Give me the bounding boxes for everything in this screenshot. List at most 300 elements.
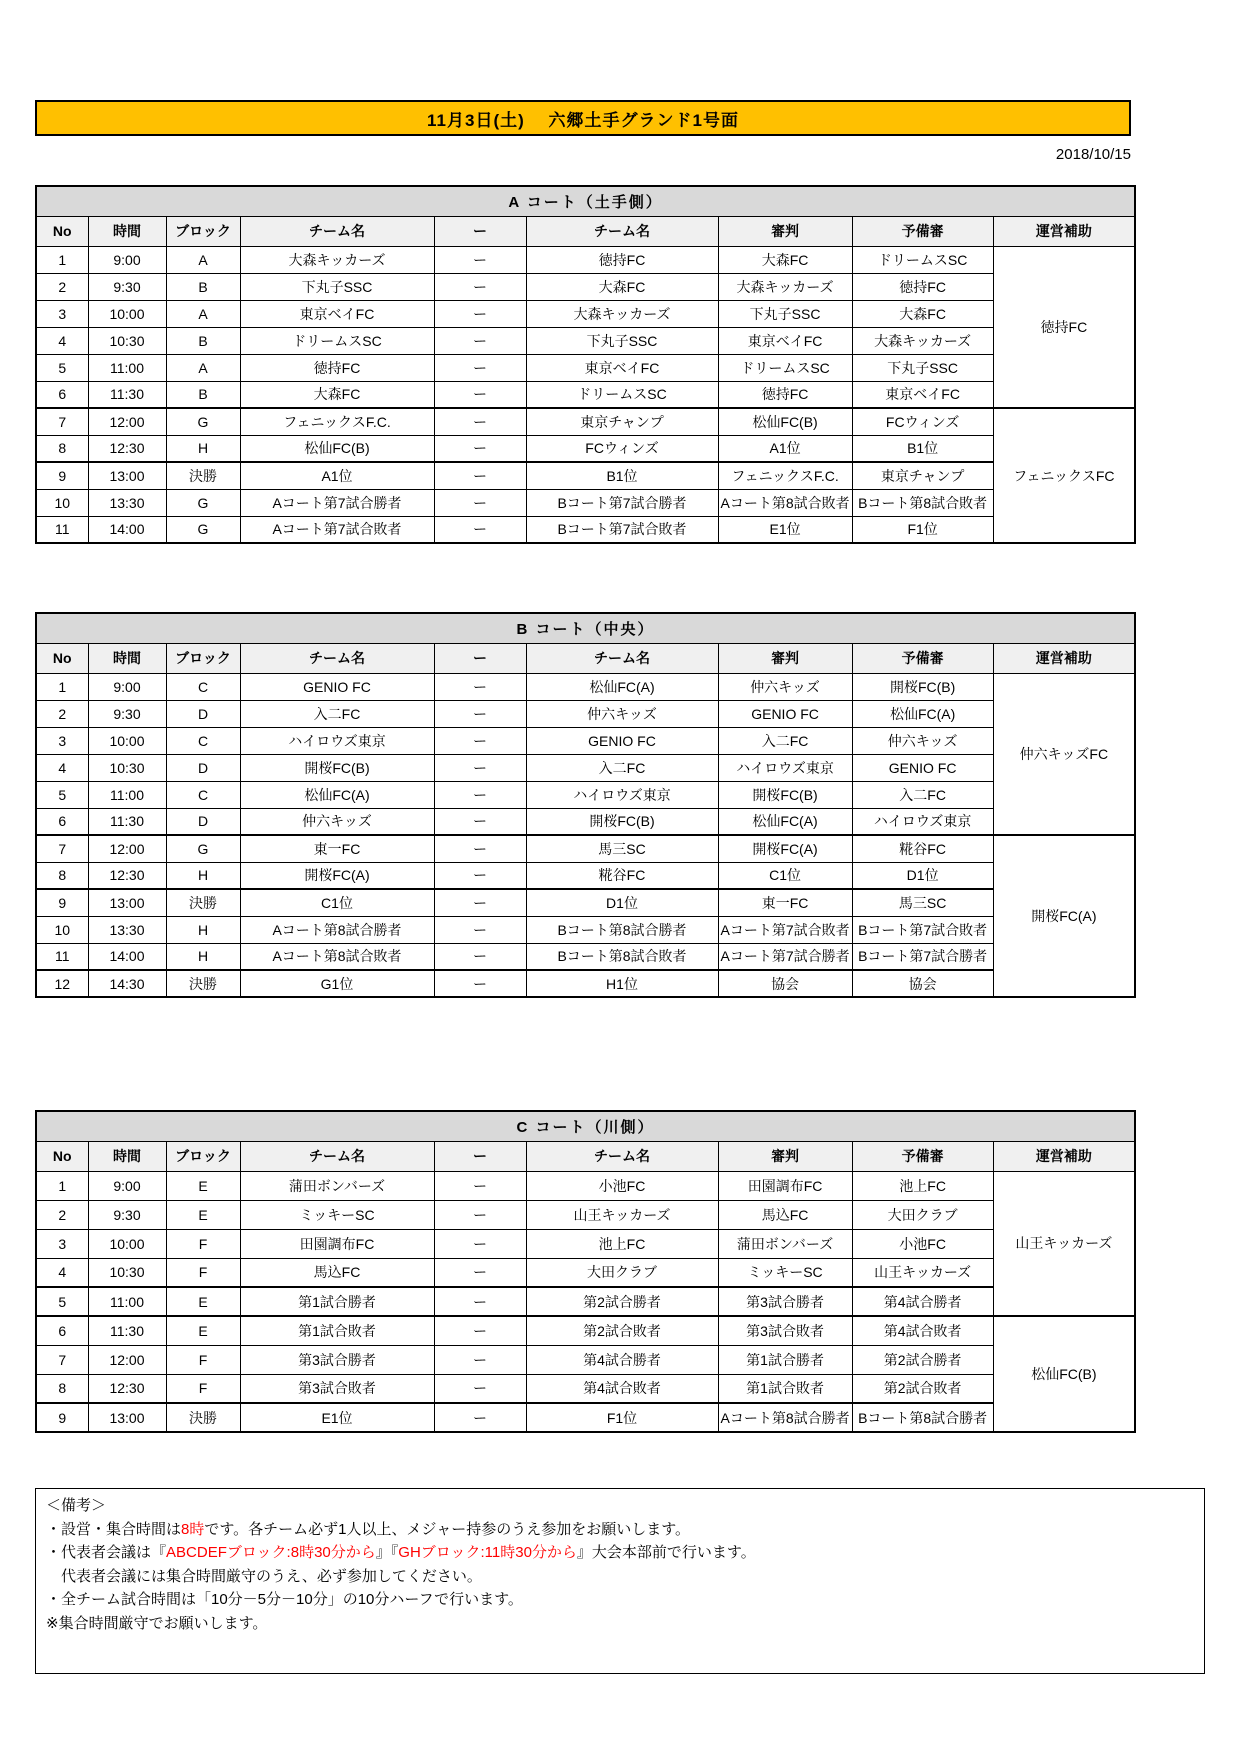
cell-separator: ー <box>434 1200 526 1229</box>
note-line <box>46 1541 1194 1565</box>
cell-reserve-referee: ハイロウズ東京 <box>852 808 993 835</box>
cell-away-team: 第2試合勝者 <box>526 1287 718 1316</box>
table-title: B コート（中央） <box>36 613 1135 643</box>
cell-referee: 協会 <box>718 970 852 997</box>
cell-no: 8 <box>36 1374 88 1403</box>
cell-no: 5 <box>36 781 88 808</box>
cell-home-team: 開桜FC(A) <box>240 862 434 889</box>
cell-away-team: 第4試合勝者 <box>526 1345 718 1374</box>
column-header: ー <box>434 1141 526 1171</box>
cell-away-team: 東京チャンプ <box>526 408 718 435</box>
cell-referee: C1位 <box>718 862 852 889</box>
cell-away-team: B1位 <box>526 462 718 489</box>
cell-time: 12:30 <box>88 1374 166 1403</box>
cell-referee: 田園調布FC <box>718 1171 852 1200</box>
cell-reserve-referee: ドリームスSC <box>852 246 993 273</box>
cell-support: 開桜FC(A) <box>993 835 1135 997</box>
cell-referee: Aコート第7試合勝者 <box>718 943 852 970</box>
cell-referee: 大森FC <box>718 246 852 273</box>
cell-time: 14:30 <box>88 970 166 997</box>
cell-referee: ドリームスSC <box>718 354 852 381</box>
note-line <box>46 1612 1194 1636</box>
cell-referee: 第1試合勝者 <box>718 1345 852 1374</box>
cell-home-team: Aコート第8試合勝者 <box>240 916 434 943</box>
column-header: 運営補助 <box>993 216 1135 246</box>
cell-block: 決勝 <box>166 462 240 489</box>
schedule-table <box>35 1110 1136 1433</box>
cell-separator: ー <box>434 462 526 489</box>
cell-support: 徳持FC <box>993 246 1135 408</box>
cell-separator: ー <box>434 1316 526 1345</box>
cell-time: 9:30 <box>88 1200 166 1229</box>
cell-referee: Aコート第8試合勝者 <box>718 1403 852 1432</box>
cell-reserve-referee: 第2試合勝者 <box>852 1345 993 1374</box>
cell-home-team: 大森FC <box>240 381 434 408</box>
cell-reserve-referee: 第4試合敗者 <box>852 1316 993 1345</box>
cell-block: E <box>166 1200 240 1229</box>
cell-time: 12:30 <box>88 862 166 889</box>
cell-no: 6 <box>36 1316 88 1345</box>
cell-reserve-referee: 糀谷FC <box>852 835 993 862</box>
cell-away-team: ハイロウズ東京 <box>526 781 718 808</box>
cell-block: F <box>166 1374 240 1403</box>
cell-home-team: 東京ベイFC <box>240 300 434 327</box>
note-segment: 代表者会議には集合時間厳守のうえ、必ず参加してください。 <box>46 1567 482 1585</box>
cell-reserve-referee: B1位 <box>852 435 993 462</box>
cell-time: 9:00 <box>88 673 166 700</box>
cell-time: 9:00 <box>88 246 166 273</box>
cell-away-team: ドリームスSC <box>526 381 718 408</box>
cell-separator: ー <box>434 916 526 943</box>
cell-referee: Aコート第7試合敗者 <box>718 916 852 943</box>
cell-referee: 入二FC <box>718 727 852 754</box>
cell-no: 8 <box>36 435 88 462</box>
cell-block: F <box>166 1345 240 1374</box>
cell-time: 14:00 <box>88 516 166 543</box>
note-line <box>46 1588 1194 1612</box>
cell-away-team: 大森FC <box>526 273 718 300</box>
notes-lines <box>46 1518 1194 1636</box>
cell-no: 4 <box>36 327 88 354</box>
cell-reserve-referee: FCウィンズ <box>852 408 993 435</box>
cell-no: 9 <box>36 462 88 489</box>
cell-no: 1 <box>36 1171 88 1200</box>
column-header: ー <box>434 643 526 673</box>
column-header: チーム名 <box>526 216 718 246</box>
column-header: ー <box>434 216 526 246</box>
cell-block: C <box>166 781 240 808</box>
cell-separator: ー <box>434 889 526 916</box>
cell-time: 13:30 <box>88 489 166 516</box>
cell-no: 10 <box>36 489 88 516</box>
cell-no: 8 <box>36 862 88 889</box>
cell-away-team: 入二FC <box>526 754 718 781</box>
note-line <box>46 1518 1194 1542</box>
cell-separator: ー <box>434 516 526 543</box>
cell-away-team: 糀谷FC <box>526 862 718 889</box>
note-segment: ※集合時間厳守でお願いします。 <box>46 1614 268 1632</box>
cell-referee: 第3試合勝者 <box>718 1287 852 1316</box>
cell-separator: ー <box>434 673 526 700</box>
cell-block: 決勝 <box>166 889 240 916</box>
cell-reserve-referee: 池上FC <box>852 1171 993 1200</box>
cell-home-team: ハイロウズ東京 <box>240 727 434 754</box>
note-segment: 』大会本部前で行います。 <box>576 1544 756 1561</box>
cell-no: 7 <box>36 1345 88 1374</box>
cell-time: 12:00 <box>88 1345 166 1374</box>
cell-block: A <box>166 354 240 381</box>
cell-time: 10:00 <box>88 727 166 754</box>
cell-time: 11:30 <box>88 808 166 835</box>
cell-separator: ー <box>434 808 526 835</box>
cell-away-team: 大田クラブ <box>526 1258 718 1287</box>
column-header: 運営補助 <box>993 643 1135 673</box>
cell-referee: 第3試合敗者 <box>718 1316 852 1345</box>
cell-block: H <box>166 943 240 970</box>
cell-home-team: 下丸子SSC <box>240 273 434 300</box>
cell-reserve-referee: F1位 <box>852 516 993 543</box>
cell-support: 仲六キッズFC <box>993 673 1135 835</box>
cell-away-team: H1位 <box>526 970 718 997</box>
cell-home-team: 馬込FC <box>240 1258 434 1287</box>
cell-separator: ー <box>434 781 526 808</box>
cell-time: 11:00 <box>88 1287 166 1316</box>
cell-separator: ー <box>434 408 526 435</box>
column-header: 審判 <box>718 1141 852 1171</box>
note-segment: ・設営・集合時間は <box>46 1520 182 1538</box>
cell-block: C <box>166 727 240 754</box>
cell-separator: ー <box>434 727 526 754</box>
cell-referee: 徳持FC <box>718 381 852 408</box>
cell-no: 9 <box>36 889 88 916</box>
cell-home-team: 松仙FC(A) <box>240 781 434 808</box>
column-header: チーム名 <box>240 643 434 673</box>
cell-time: 11:00 <box>88 781 166 808</box>
cell-away-team: 山王キッカーズ <box>526 1200 718 1229</box>
cell-referee: Aコート第8試合敗者 <box>718 489 852 516</box>
cell-time: 10:30 <box>88 327 166 354</box>
cell-referee: フェニックスF.C. <box>718 462 852 489</box>
cell-away-team: 池上FC <box>526 1229 718 1258</box>
note-segment: 』『 <box>375 1544 399 1561</box>
cell-reserve-referee: Bコート第8試合敗者 <box>852 489 993 516</box>
revision-date: 2018/10/15 <box>1055 146 1131 163</box>
column-header: 予備審 <box>852 643 993 673</box>
cell-away-team: Bコート第8試合勝者 <box>526 916 718 943</box>
cell-support: 山王キッカーズ <box>993 1171 1135 1316</box>
cell-time: 10:00 <box>88 1229 166 1258</box>
cell-reserve-referee: 第4試合勝者 <box>852 1287 993 1316</box>
cell-time: 13:00 <box>88 1403 166 1432</box>
cell-separator: ー <box>434 1171 526 1200</box>
cell-no: 3 <box>36 727 88 754</box>
cell-time: 12:00 <box>88 835 166 862</box>
cell-separator: ー <box>434 1403 526 1432</box>
column-header: 予備審 <box>852 216 993 246</box>
cell-away-team: 徳持FC <box>526 246 718 273</box>
cell-separator: ー <box>434 300 526 327</box>
cell-referee: E1位 <box>718 516 852 543</box>
cell-no: 11 <box>36 943 88 970</box>
cell-reserve-referee: 協会 <box>852 970 993 997</box>
note-segment: 8時 <box>181 1520 205 1538</box>
cell-time: 11:30 <box>88 381 166 408</box>
cell-block: F <box>166 1258 240 1287</box>
cell-separator: ー <box>434 700 526 727</box>
cell-away-team: 下丸子SSC <box>526 327 718 354</box>
cell-block: A <box>166 300 240 327</box>
cell-referee: 東一FC <box>718 889 852 916</box>
cell-away-team: 東京ベイFC <box>526 354 718 381</box>
cell-away-team: 仲六キッズ <box>526 700 718 727</box>
cell-no: 1 <box>36 673 88 700</box>
cell-separator: ー <box>434 435 526 462</box>
table-title: C コート（川側） <box>36 1111 1135 1141</box>
cell-separator: ー <box>434 1287 526 1316</box>
cell-reserve-referee: 山王キッカーズ <box>852 1258 993 1287</box>
cell-reserve-referee: 大森キッカーズ <box>852 327 993 354</box>
cell-away-team: Bコート第8試合敗者 <box>526 943 718 970</box>
cell-reserve-referee: 開桜FC(B) <box>852 673 993 700</box>
cell-separator: ー <box>434 835 526 862</box>
cell-referee: 大森キッカーズ <box>718 273 852 300</box>
cell-separator: ー <box>434 273 526 300</box>
note-segment: ・全チーム試合時間は「10分－5分－10分」の10分ハーフで行います。 <box>46 1591 523 1608</box>
cell-no: 5 <box>36 1287 88 1316</box>
cell-referee: 第1試合敗者 <box>718 1374 852 1403</box>
cell-away-team: F1位 <box>526 1403 718 1432</box>
cell-time: 9:30 <box>88 273 166 300</box>
cell-reserve-referee: 大田クラブ <box>852 1200 993 1229</box>
column-header: 予備審 <box>852 1141 993 1171</box>
cell-no: 6 <box>36 808 88 835</box>
cell-home-team: 蒲田ボンバーズ <box>240 1171 434 1200</box>
cell-no: 3 <box>36 300 88 327</box>
cell-separator: ー <box>434 862 526 889</box>
cell-block: B <box>166 327 240 354</box>
cell-reserve-referee: 松仙FC(A) <box>852 700 993 727</box>
cell-home-team: A1位 <box>240 462 434 489</box>
page-title: 11月3日(土) 六郷土手グランド1号面 <box>427 110 739 130</box>
column-header: ブロック <box>166 643 240 673</box>
column-header: 審判 <box>718 216 852 246</box>
cell-reserve-referee: 東京チャンプ <box>852 462 993 489</box>
cell-block: F <box>166 1229 240 1258</box>
schedule-table <box>35 185 1136 544</box>
cell-time: 11:30 <box>88 1316 166 1345</box>
cell-block: E <box>166 1287 240 1316</box>
cell-time: 9:00 <box>88 1171 166 1200</box>
cell-support: 松仙FC(B) <box>993 1316 1135 1432</box>
schedule-table <box>35 612 1136 998</box>
cell-no: 4 <box>36 754 88 781</box>
cell-separator: ー <box>434 943 526 970</box>
cell-home-team: 第1試合敗者 <box>240 1316 434 1345</box>
cell-no: 2 <box>36 700 88 727</box>
cell-away-team: Bコート第7試合敗者 <box>526 516 718 543</box>
column-header: 時間 <box>88 1141 166 1171</box>
cell-away-team: 松仙FC(A) <box>526 673 718 700</box>
cell-away-team: 馬三SC <box>526 835 718 862</box>
cell-referee: 松仙FC(A) <box>718 808 852 835</box>
cell-reserve-referee: 徳持FC <box>852 273 993 300</box>
cell-referee: 仲六キッズ <box>718 673 852 700</box>
cell-referee: 開桜FC(B) <box>718 781 852 808</box>
cell-block: G <box>166 835 240 862</box>
cell-time: 13:30 <box>88 916 166 943</box>
column-header: チーム名 <box>240 1141 434 1171</box>
column-header: 時間 <box>88 643 166 673</box>
cell-referee: ハイロウズ東京 <box>718 754 852 781</box>
cell-separator: ー <box>434 970 526 997</box>
cell-no: 3 <box>36 1229 88 1258</box>
cell-block: B <box>166 381 240 408</box>
cell-home-team: G1位 <box>240 970 434 997</box>
cell-block: H <box>166 435 240 462</box>
column-header: 運営補助 <box>993 1141 1135 1171</box>
cell-time: 14:00 <box>88 943 166 970</box>
cell-block: 決勝 <box>166 970 240 997</box>
notes-heading: ＜備考＞ <box>46 1497 107 1514</box>
notes-box <box>35 1488 1205 1674</box>
cell-home-team: 松仙FC(B) <box>240 435 434 462</box>
cell-no: 2 <box>36 273 88 300</box>
column-header: No <box>36 643 88 673</box>
cell-home-team: 第1試合勝者 <box>240 1287 434 1316</box>
cell-separator: ー <box>434 1345 526 1374</box>
cell-no: 11 <box>36 516 88 543</box>
cell-time: 11:00 <box>88 354 166 381</box>
note-segment: ABCDEFブロック:8時30分から <box>166 1544 376 1561</box>
cell-referee: 馬込FC <box>718 1200 852 1229</box>
cell-separator: ー <box>434 381 526 408</box>
cell-reserve-referee: 第2試合敗者 <box>852 1374 993 1403</box>
cell-reserve-referee: 仲六キッズ <box>852 727 993 754</box>
cell-separator: ー <box>434 1374 526 1403</box>
cell-away-team: 開桜FC(B) <box>526 808 718 835</box>
cell-home-team: GENIO FC <box>240 673 434 700</box>
cell-no: 7 <box>36 408 88 435</box>
column-header: 審判 <box>718 643 852 673</box>
cell-no: 6 <box>36 381 88 408</box>
cell-block: C <box>166 673 240 700</box>
title-banner <box>35 100 1131 136</box>
cell-referee: GENIO FC <box>718 700 852 727</box>
cell-separator: ー <box>434 754 526 781</box>
cell-block: E <box>166 1171 240 1200</box>
cell-referee: ミッキーSC <box>718 1258 852 1287</box>
cell-block: 決勝 <box>166 1403 240 1432</box>
cell-home-team: Aコート第7試合敗者 <box>240 516 434 543</box>
cell-home-team: 第3試合敗者 <box>240 1374 434 1403</box>
cell-away-team: 第4試合敗者 <box>526 1374 718 1403</box>
cell-block: G <box>166 516 240 543</box>
cell-separator: ー <box>434 489 526 516</box>
cell-no: 9 <box>36 1403 88 1432</box>
cell-time: 9:30 <box>88 700 166 727</box>
cell-no: 1 <box>36 246 88 273</box>
cell-away-team: 大森キッカーズ <box>526 300 718 327</box>
cell-block: D <box>166 808 240 835</box>
cell-home-team: 入二FC <box>240 700 434 727</box>
cell-reserve-referee: 小池FC <box>852 1229 993 1258</box>
cell-block: E <box>166 1316 240 1345</box>
cell-separator: ー <box>434 354 526 381</box>
table-title: A コート（土手側） <box>36 186 1135 216</box>
cell-time: 10:30 <box>88 754 166 781</box>
cell-block: B <box>166 273 240 300</box>
cell-support: フェニックスFC <box>993 408 1135 543</box>
note-line <box>46 1565 1194 1589</box>
column-header: 時間 <box>88 216 166 246</box>
cell-away-team: FCウィンズ <box>526 435 718 462</box>
cell-home-team: 徳持FC <box>240 354 434 381</box>
cell-time: 13:00 <box>88 889 166 916</box>
cell-reserve-referee: 東京ベイFC <box>852 381 993 408</box>
cell-home-team: 開桜FC(B) <box>240 754 434 781</box>
cell-time: 13:00 <box>88 462 166 489</box>
cell-home-team: E1位 <box>240 1403 434 1432</box>
cell-separator: ー <box>434 1229 526 1258</box>
cell-away-team: GENIO FC <box>526 727 718 754</box>
cell-away-team: 第2試合敗者 <box>526 1316 718 1345</box>
cell-no: 2 <box>36 1200 88 1229</box>
cell-reserve-referee: 入二FC <box>852 781 993 808</box>
cell-no: 10 <box>36 916 88 943</box>
cell-time: 10:30 <box>88 1258 166 1287</box>
cell-away-team: 小池FC <box>526 1171 718 1200</box>
cell-home-team: フェニックスF.C. <box>240 408 434 435</box>
cell-reserve-referee: Bコート第8試合勝者 <box>852 1403 993 1432</box>
column-header: ブロック <box>166 1141 240 1171</box>
cell-home-team: Aコート第7試合勝者 <box>240 489 434 516</box>
cell-reserve-referee: 下丸子SSC <box>852 354 993 381</box>
note-segment: GHブロック:11時30分から <box>398 1544 577 1561</box>
cell-block: D <box>166 754 240 781</box>
cell-separator: ー <box>434 327 526 354</box>
cell-home-team: C1位 <box>240 889 434 916</box>
cell-home-team: 仲六キッズ <box>240 808 434 835</box>
cell-time: 12:30 <box>88 435 166 462</box>
cell-home-team: 第3試合勝者 <box>240 1345 434 1374</box>
cell-referee: 開桜FC(A) <box>718 835 852 862</box>
cell-referee: 蒲田ボンバーズ <box>718 1229 852 1258</box>
cell-home-team: 田園調布FC <box>240 1229 434 1258</box>
cell-reserve-referee: D1位 <box>852 862 993 889</box>
cell-block: G <box>166 489 240 516</box>
cell-reserve-referee: 大森FC <box>852 300 993 327</box>
cell-no: 5 <box>36 354 88 381</box>
cell-reserve-referee: GENIO FC <box>852 754 993 781</box>
cell-home-team: 大森キッカーズ <box>240 246 434 273</box>
cell-referee: 東京ベイFC <box>718 327 852 354</box>
column-header: チーム名 <box>240 216 434 246</box>
cell-time: 12:00 <box>88 408 166 435</box>
cell-no: 12 <box>36 970 88 997</box>
cell-separator: ー <box>434 1258 526 1287</box>
column-header: チーム名 <box>526 1141 718 1171</box>
cell-block: D <box>166 700 240 727</box>
cell-referee: A1位 <box>718 435 852 462</box>
cell-home-team: ミッキーSC <box>240 1200 434 1229</box>
cell-block: H <box>166 916 240 943</box>
cell-home-team: Aコート第8試合敗者 <box>240 943 434 970</box>
cell-block: A <box>166 246 240 273</box>
column-header: チーム名 <box>526 643 718 673</box>
cell-referee: 松仙FC(B) <box>718 408 852 435</box>
note-segment: です。各チーム必ず1人以上、メジャー持参のうえ参加をお願いします。 <box>204 1520 691 1538</box>
cell-home-team: 東一FC <box>240 835 434 862</box>
